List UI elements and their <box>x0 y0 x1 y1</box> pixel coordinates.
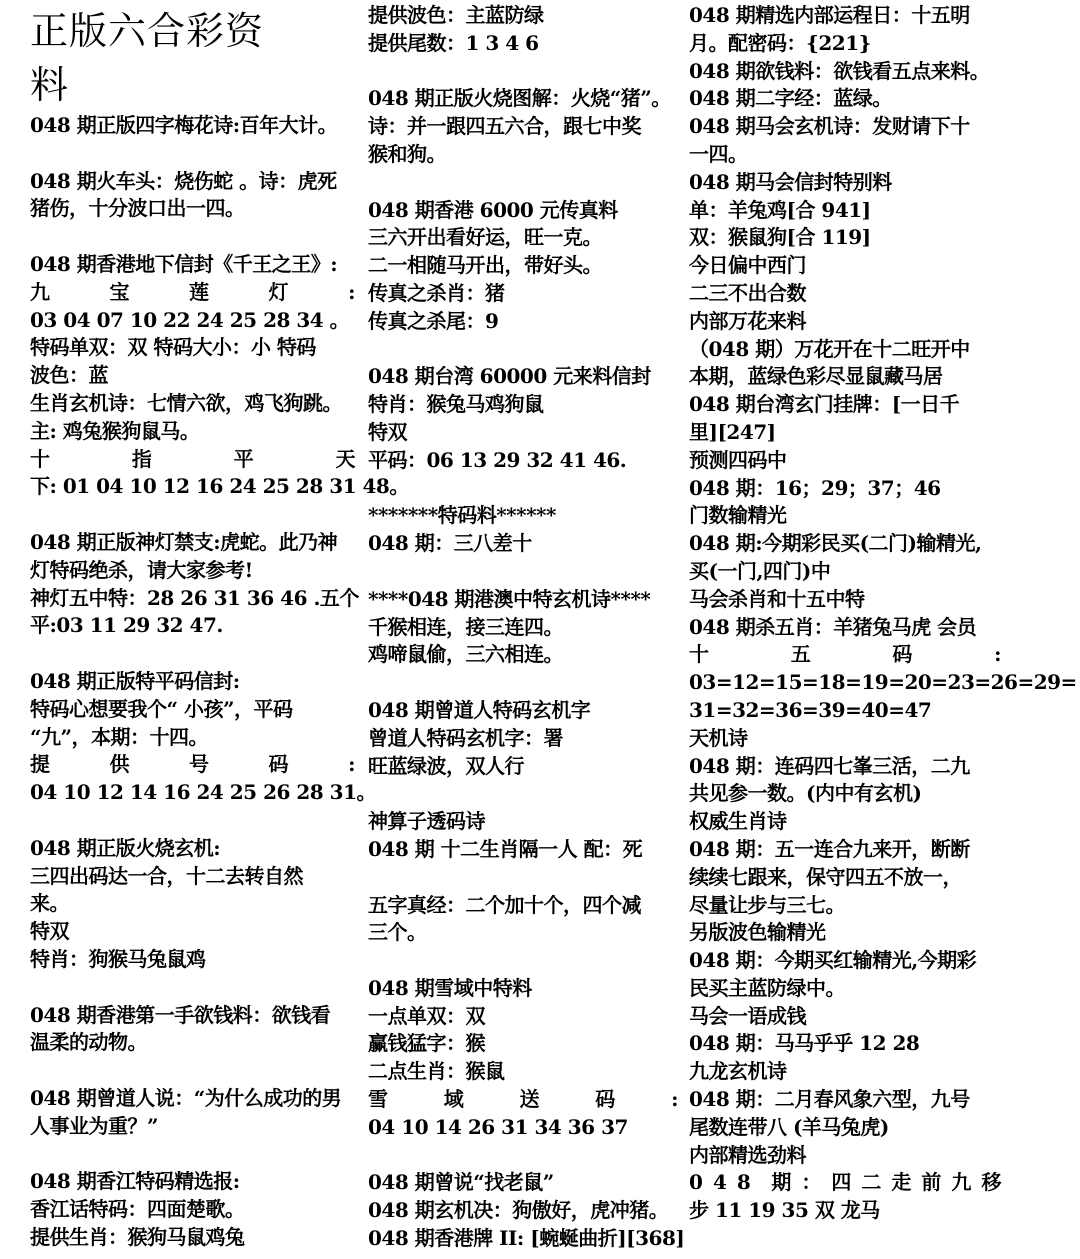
text-line: 一四。 <box>689 141 748 166</box>
text-line: 048 期台湾玄门挂牌：[一日千 <box>689 392 960 417</box>
text-line: 五字真经：二个加十个，四个减 <box>368 892 641 917</box>
text-line: 本期，蓝绿色彩尽显鼠藏马居 <box>689 364 943 389</box>
spacer <box>30 501 355 529</box>
text-line: 三个。 <box>368 920 427 945</box>
text-line: 048 期正版火烧玄机: <box>30 835 221 860</box>
spacer <box>30 1057 355 1085</box>
spacer <box>368 558 678 586</box>
text-line: 048 期香港第一手欲钱料：欲钱看 <box>30 1002 331 1027</box>
text-line: 三四出码达一合，十二去转自然 <box>30 863 303 888</box>
text-line: 香江话特码：四面楚歌。 <box>30 1197 245 1222</box>
text-line: 提供尾数：1 3 4 6 <box>368 30 539 55</box>
text-line: 048 期正版四字梅花诗:百年大计。 <box>30 113 338 137</box>
text-line: 赢钱猛字：猴 <box>368 1031 485 1056</box>
text-line: 今日偏中西门 <box>689 253 806 278</box>
text-line: 灯特码绝杀，请大家参考! <box>30 557 253 582</box>
text-line: 一点单双：双 <box>368 1003 485 1028</box>
text-line: 十 五 码 : <box>689 642 1001 667</box>
text-line: 048 期玄机决：狗傲好，虎冲猪。 <box>368 1198 669 1223</box>
text-line: 天机诗 <box>689 725 748 750</box>
text-line: 月。配密码：{221} <box>689 30 871 55</box>
text-line: 048 期香港牌 II: [蜿蜒曲折][368] <box>368 1226 685 1251</box>
spacer <box>30 1140 355 1168</box>
text-line: （048 期）万花开在十二旺开中 <box>689 336 970 361</box>
text-line: 048 期：五一连合九来开，断断 <box>689 836 970 861</box>
text-line: 048 期：连码四七峯三活，二九 <box>689 753 970 778</box>
text-line: 九龙玄机诗 <box>689 1059 787 1084</box>
text-line: 048 期曾说“找老鼠” <box>368 1170 554 1195</box>
text-line: 尾数连带八 (羊马兔虎) <box>689 1114 889 1139</box>
spacer <box>368 336 678 364</box>
text-line: 温柔的动物。 <box>30 1030 147 1055</box>
text-line: 048 期：马马乎乎 12 28 <box>689 1031 920 1056</box>
text-line: 传真之杀肖：猪 <box>368 280 505 305</box>
text-line: 单：羊兔鸡[合 941] <box>689 197 871 222</box>
text-line: 048 期正版特平码信封: <box>30 668 240 693</box>
text-line: 平:03 11 29 32 47. <box>30 613 223 638</box>
text-line: 048 期：16；29；37；46 <box>689 475 941 500</box>
spacer <box>368 58 678 86</box>
text-line: 马会一语成钱 <box>689 1003 806 1028</box>
text-line: 波色：蓝 <box>30 363 108 388</box>
spacer <box>30 807 355 835</box>
text-line: 二三不出合数 <box>689 280 806 305</box>
text-line: 048 期正版神灯禁支:虎蛇。此乃神 <box>30 529 338 554</box>
text-line: 二一相随马开出，带好头。 <box>368 253 602 278</box>
spacer <box>30 223 355 251</box>
text-line: 048 期马会信封特别料 <box>689 169 892 194</box>
text-line: 048 期 十二生肖隔一人 配：死 <box>368 836 643 861</box>
text-line: 048 期马会玄机诗：发财请下十 <box>689 114 970 139</box>
text-line: 主: 鸡兔猴狗鼠马。 <box>30 418 200 443</box>
text-line: 048 期欲钱料：欲钱看五点来料。 <box>689 58 990 83</box>
text-line: 03=12=15=18=19=20=23=26=29= <box>689 670 1077 695</box>
text-line: 048 期二字经：蓝绿。 <box>689 86 892 111</box>
text-line: 048 期雪域中特料 <box>368 975 532 1000</box>
column-right <box>689 2 1077 1225</box>
text-line: 预测四码中 <box>689 447 787 472</box>
text-line: 雪 域 送 码 : <box>368 1087 678 1112</box>
text-line: 旺蓝绿波，双人行 <box>368 753 524 778</box>
text-line: 门数输精光 <box>689 503 787 528</box>
text-line: 048 期：三八差十 <box>368 531 532 556</box>
text-line: 04 10 12 14 16 24 25 26 28 31。 <box>30 780 376 805</box>
text-line: 04 10 14 26 31 34 36 37 <box>368 1114 628 1139</box>
spacer <box>30 974 355 1002</box>
text-line: 十 指 平 天 <box>30 446 355 471</box>
text-line: 048 期火车头：烧伤蛇 。诗：虎死 <box>30 168 337 193</box>
text-line: 猴和狗。 <box>368 141 446 166</box>
text-line: 九 宝 莲 灯 : <box>30 279 355 304</box>
text-line: 048 期台湾 60000 元来料信封 <box>368 364 651 389</box>
text-line: 三六开出看好运，旺一克。 <box>368 225 602 250</box>
text-line: 猪伤，十分波口出一四。 <box>30 196 245 221</box>
text-line: “九”，本期：十四。 <box>30 724 209 749</box>
text-line: 048 期正版火烧图解：火烧“猪”。 <box>368 86 671 111</box>
text-line: 特双 <box>368 419 407 444</box>
text-line: 步 11 19 35 双 龙马 <box>689 1198 880 1223</box>
text-line: 048 期:今期彩民买(二门)输精光, <box>689 531 982 556</box>
text-line: 双：猴鼠狗[合 119] <box>689 225 871 250</box>
text-line: 048 期香港地下信封《千王之王》: <box>30 251 338 276</box>
text-line: 048 期杀五肖：羊猪兔马虎 会员 <box>689 614 977 639</box>
spacer <box>368 669 678 697</box>
text-line: 来。 <box>30 891 69 916</box>
text-line: 31=32=36=39=40=47 <box>689 697 932 722</box>
spacer <box>368 780 678 808</box>
text-line: ****048 期港澳中特玄机诗**** <box>368 586 651 611</box>
text-line: 二点生肖：猴鼠 <box>368 1059 505 1084</box>
text-line: 生肖玄机诗：七情六欲，鸡飞狗跳。 <box>30 390 342 415</box>
text-line: 里][247] <box>689 419 776 444</box>
text-line: 下: 01 04 10 12 16 24 25 28 31 48。 <box>30 474 409 499</box>
text-line: 尽量让步与三七。 <box>689 892 845 917</box>
text-line: 千猴相连，接三连四。 <box>368 614 563 639</box>
text-line: 提 供 号 码 : <box>30 752 355 777</box>
spacer <box>368 475 678 503</box>
text-line: 神灯五中特：28 26 31 36 46 .五个 <box>30 585 359 610</box>
spacer <box>30 140 355 168</box>
text-line: 神算子透码诗 <box>368 809 485 834</box>
text-line: 共见参一数。(内中有玄机) <box>689 781 922 806</box>
text-line: 特码单双：双 特码大小：小 特码 <box>30 335 316 360</box>
text-line: 鸡啼鼠偷，三六相连。 <box>368 642 563 667</box>
text-line: 特肖：狗猴马兔鼠鸡 <box>30 946 206 971</box>
text-line: 特双 <box>30 919 69 944</box>
text-line: 买(一门,四门)中 <box>689 558 831 583</box>
text-line: 另版波色输精光 <box>689 920 826 945</box>
text-line: *******特码料****** <box>368 503 556 528</box>
spacer <box>30 640 355 668</box>
text-line: 提供生肖：猴狗马鼠鸡兔 <box>30 1224 245 1249</box>
text-line: 048 期：二月春风象六型，九号 <box>689 1087 970 1112</box>
text-line: 048 期曾道人说：“为什么成功的男 <box>30 1085 342 1110</box>
text-line: 内部精选劲料 <box>689 1142 806 1167</box>
text-line: 诗：并一跟四五六合，跟七中奖 <box>368 114 641 139</box>
text-line: 民买主蓝防绿中。 <box>689 975 845 1000</box>
spacer <box>368 169 678 197</box>
text-line: 内部万花来料 <box>689 308 806 333</box>
spacer <box>368 864 678 892</box>
text-line: 提供波色：主蓝防绿 <box>368 3 544 27</box>
text-line: 048 期精选内部运程日：十五明 <box>689 3 970 27</box>
text-line: 权威生肖诗 <box>689 809 787 834</box>
column-middle <box>368 2 685 1253</box>
spacer <box>368 1142 678 1170</box>
text-line: 0 4 8 期 ： 四 二 走 前 九 移 <box>689 1170 1001 1195</box>
text-line: 人事业为重？” <box>30 1113 159 1138</box>
text-line: 续续七跟来，保守四五不放一， <box>689 864 962 889</box>
text-line: 048 期香江特码精选报: <box>30 1169 240 1194</box>
text-line: 特肖：猴兔马鸡狗鼠 <box>368 392 544 417</box>
text-line: 马会杀肖和十五中特 <box>689 586 865 611</box>
page-title-continued: 料 <box>30 63 70 107</box>
text-line: 03 04 07 10 22 24 25 28 34 。 <box>30 307 350 332</box>
text-line: 曾道人特码玄机字：署 <box>368 725 563 750</box>
text-line: 048 期香港 6000 元传真料 <box>368 197 618 222</box>
text-line: 特码心想要我个“ 小孩”，平码 <box>30 696 293 721</box>
text-line: 048 期：今期买红输精光,今期彩 <box>689 948 977 973</box>
text-line: 传真之杀尾：9 <box>368 308 499 333</box>
page-title: 正版六合彩资 <box>30 9 265 53</box>
text-line: 048 期曾道人特码玄机字 <box>368 697 591 722</box>
text-line: 平码：06 13 29 32 41 46. <box>368 447 627 472</box>
spacer <box>368 947 678 975</box>
